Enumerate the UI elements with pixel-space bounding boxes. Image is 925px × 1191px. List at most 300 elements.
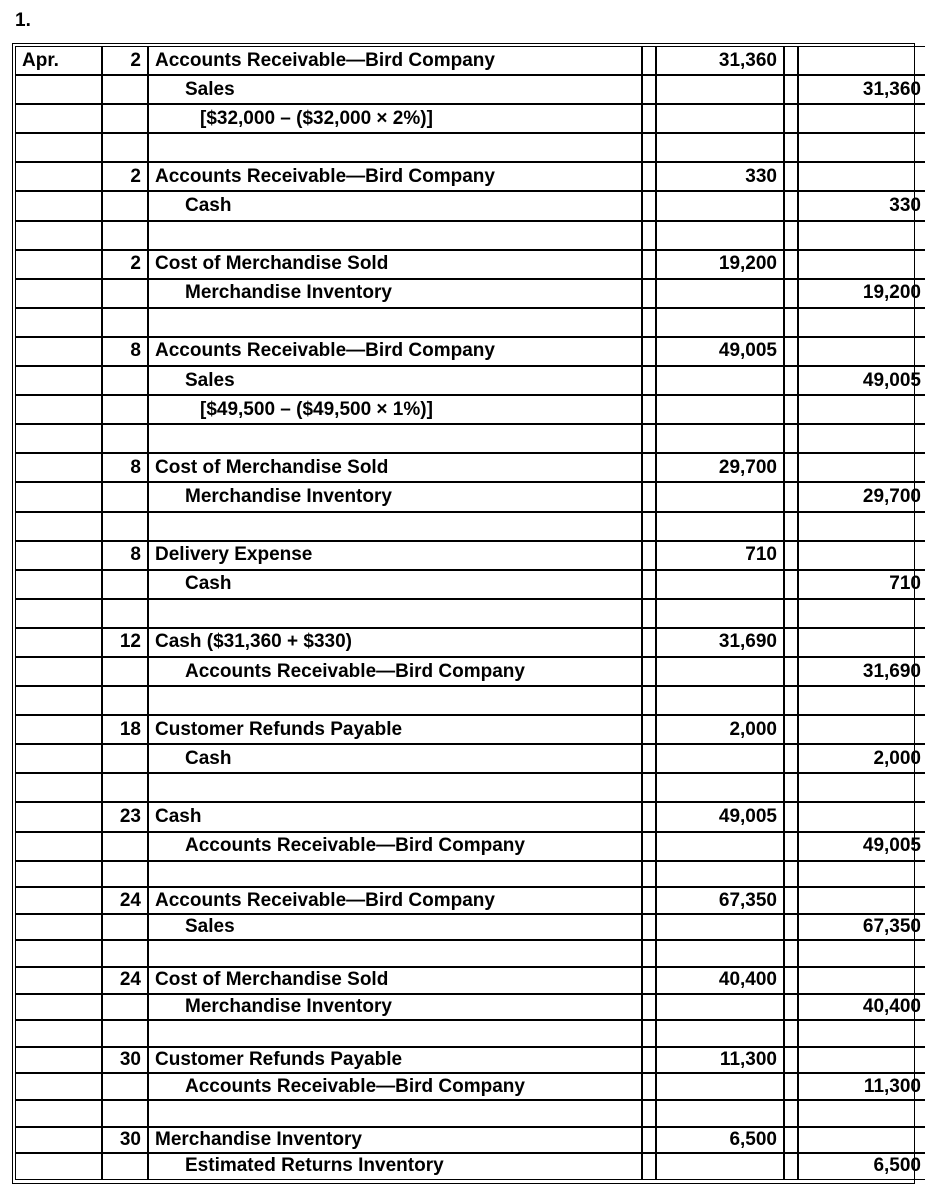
account-title: Accounts Receivable—Bird Company [155, 165, 495, 187]
month-cell [15, 657, 102, 686]
description-cell [148, 395, 642, 424]
day-cell [102, 1073, 148, 1100]
credit-cell [798, 1020, 925, 1047]
description-cell [148, 570, 642, 599]
description-cell [148, 104, 642, 133]
day-cell: 2 [102, 46, 148, 75]
journal-row [15, 541, 925, 570]
debit-cell [656, 221, 784, 250]
journal-row [15, 279, 925, 308]
credit-cell [798, 424, 925, 453]
day-cell [102, 570, 148, 599]
credit-cell: 330 [798, 191, 925, 220]
column-separator [784, 744, 798, 773]
description-cell [148, 482, 642, 511]
month-cell [15, 940, 102, 967]
debit-cell [656, 657, 784, 686]
day-cell [102, 599, 148, 628]
day-cell [102, 657, 148, 686]
credit-cell [798, 967, 925, 994]
column-separator [642, 1020, 656, 1047]
problem-number: 1. [15, 10, 31, 31]
debit-cell: 31,360 [656, 46, 784, 75]
column-separator [784, 914, 798, 941]
month-cell [15, 424, 102, 453]
column-separator [784, 832, 798, 861]
debit-cell: 6,500 [656, 1127, 784, 1154]
description-cell [148, 802, 642, 831]
column-separator [642, 162, 656, 191]
credit-cell [798, 1047, 925, 1074]
description-cell [148, 628, 642, 657]
credit-cell [798, 773, 925, 802]
debit-cell [656, 940, 784, 967]
credit-cell [798, 221, 925, 250]
column-separator [642, 940, 656, 967]
credit-cell: 29,700 [798, 482, 925, 511]
day-cell: 18 [102, 715, 148, 744]
day-cell [102, 308, 148, 337]
column-separator [784, 967, 798, 994]
column-separator [642, 250, 656, 279]
debit-cell: 49,005 [656, 802, 784, 831]
journal-row [15, 424, 925, 453]
credit-cell [798, 887, 925, 914]
column-separator [642, 802, 656, 831]
credit-cell: 710 [798, 570, 925, 599]
debit-cell [656, 773, 784, 802]
debit-cell [656, 308, 784, 337]
month-cell [15, 773, 102, 802]
column-separator [642, 512, 656, 541]
credit-cell [798, 861, 925, 888]
column-separator [784, 482, 798, 511]
account-title: Accounts Receivable—Bird Company [185, 660, 525, 682]
day-cell: 24 [102, 887, 148, 914]
column-separator [784, 1153, 798, 1180]
debit-cell [656, 1073, 784, 1100]
account-title: Cash ($31,360 + $330) [155, 631, 352, 653]
column-separator [784, 628, 798, 657]
journal-row [15, 104, 925, 133]
column-separator [642, 657, 656, 686]
month-cell [15, 570, 102, 599]
day-cell: 2 [102, 162, 148, 191]
credit-cell: 40,400 [798, 994, 925, 1021]
credit-cell [798, 686, 925, 715]
debit-cell [656, 1153, 784, 1180]
credit-cell: 67,350 [798, 914, 925, 941]
account-title: Cost of Merchandise Sold [155, 456, 389, 478]
column-separator [642, 1100, 656, 1127]
column-separator [642, 887, 656, 914]
description-cell [148, 308, 642, 337]
column-separator [784, 337, 798, 366]
credit-cell [798, 46, 925, 75]
credit-cell: 2,000 [798, 744, 925, 773]
month-cell [15, 541, 102, 570]
credit-cell [798, 715, 925, 744]
journal-row [15, 1153, 925, 1180]
description-cell [148, 1020, 642, 1047]
journal-row [15, 1020, 925, 1047]
description-cell [148, 133, 642, 162]
column-separator [784, 861, 798, 888]
journal-row [15, 1100, 925, 1127]
description-cell [148, 861, 642, 888]
column-separator [642, 628, 656, 657]
day-cell [102, 395, 148, 424]
column-separator [784, 541, 798, 570]
day-cell [102, 366, 148, 395]
description-cell [148, 1153, 642, 1180]
day-cell [102, 133, 148, 162]
column-separator [642, 482, 656, 511]
debit-cell: 31,690 [656, 628, 784, 657]
journal-row [15, 744, 925, 773]
account-title: Accounts Receivable—Bird Company [155, 49, 495, 71]
column-separator [642, 773, 656, 802]
debit-cell [656, 512, 784, 541]
column-separator [642, 191, 656, 220]
month-cell [15, 75, 102, 104]
day-cell: 8 [102, 541, 148, 570]
journal-row [15, 994, 925, 1021]
account-title: Merchandise Inventory [155, 1128, 362, 1150]
month-cell [15, 628, 102, 657]
column-separator [642, 1153, 656, 1180]
description-cell [148, 657, 642, 686]
column-separator [784, 686, 798, 715]
description-cell [148, 250, 642, 279]
credit-cell [798, 250, 925, 279]
description-cell [148, 279, 642, 308]
journal-row [15, 162, 925, 191]
column-separator [784, 104, 798, 133]
month-cell [15, 1073, 102, 1100]
journal-row [15, 832, 925, 861]
credit-cell: 19,200 [798, 279, 925, 308]
description-cell [148, 453, 642, 482]
journal-row [15, 599, 925, 628]
account-title: Customer Refunds Payable [155, 1049, 403, 1071]
column-separator [642, 715, 656, 744]
account-title: Delivery Expense [155, 544, 313, 566]
month-cell [15, 1127, 102, 1154]
month-cell [15, 482, 102, 511]
month-cell [15, 1100, 102, 1127]
column-separator [642, 686, 656, 715]
day-cell: 2 [102, 250, 148, 279]
credit-cell [798, 599, 925, 628]
day-cell: 30 [102, 1047, 148, 1074]
day-cell [102, 512, 148, 541]
description-cell [148, 366, 642, 395]
description-cell [148, 686, 642, 715]
journal-row [15, 802, 925, 831]
journal-row [15, 482, 925, 511]
day-cell: 23 [102, 802, 148, 831]
credit-cell [798, 512, 925, 541]
debit-cell: 19,200 [656, 250, 784, 279]
column-separator [784, 162, 798, 191]
day-cell [102, 832, 148, 861]
journal-row [15, 133, 925, 162]
day-cell [102, 482, 148, 511]
debit-cell [656, 599, 784, 628]
account-title: Sales [185, 369, 235, 391]
column-separator [642, 221, 656, 250]
column-separator [642, 541, 656, 570]
account-title: [$49,500 – ($49,500 × 1%)] [200, 398, 433, 420]
debit-cell: 40,400 [656, 967, 784, 994]
day-cell [102, 914, 148, 941]
description-cell [148, 424, 642, 453]
journal-row [15, 715, 925, 744]
column-separator [784, 570, 798, 599]
description-cell [148, 1073, 642, 1100]
debit-cell [656, 366, 784, 395]
description-cell [148, 162, 642, 191]
account-title: Sales [185, 78, 235, 100]
description-cell [148, 46, 642, 75]
credit-cell: 49,005 [798, 366, 925, 395]
day-cell [102, 75, 148, 104]
column-separator [642, 914, 656, 941]
column-separator [642, 1047, 656, 1074]
column-separator [784, 366, 798, 395]
day-cell [102, 191, 148, 220]
description-cell [148, 1127, 642, 1154]
credit-cell [798, 541, 925, 570]
column-separator [784, 657, 798, 686]
column-separator [784, 221, 798, 250]
column-separator [642, 453, 656, 482]
column-separator [784, 1127, 798, 1154]
description-cell [148, 744, 642, 773]
credit-cell [798, 308, 925, 337]
month-cell [15, 395, 102, 424]
month-cell [15, 250, 102, 279]
month-cell: Apr. [15, 46, 102, 75]
journal-row [15, 686, 925, 715]
column-separator [784, 599, 798, 628]
description-cell [148, 599, 642, 628]
column-separator [784, 940, 798, 967]
debit-cell: 11,300 [656, 1047, 784, 1074]
column-separator [784, 773, 798, 802]
month-cell [15, 221, 102, 250]
month-cell [15, 887, 102, 914]
description-cell [148, 1047, 642, 1074]
debit-cell [656, 744, 784, 773]
column-separator [784, 802, 798, 831]
account-title: Cash [185, 573, 232, 595]
debit-cell [656, 191, 784, 220]
journal-row [15, 940, 925, 967]
month-cell [15, 337, 102, 366]
debit-cell [656, 424, 784, 453]
month-cell [15, 1020, 102, 1047]
column-separator [642, 1073, 656, 1100]
journal-row [15, 191, 925, 220]
account-title: Cash [185, 195, 232, 217]
month-cell [15, 744, 102, 773]
day-cell: 8 [102, 453, 148, 482]
column-separator [784, 994, 798, 1021]
debit-cell [656, 832, 784, 861]
column-separator [784, 887, 798, 914]
column-separator [642, 967, 656, 994]
debit-cell: 67,350 [656, 887, 784, 914]
account-title: Estimated Returns Inventory [185, 1155, 444, 1177]
credit-cell: 31,360 [798, 75, 925, 104]
debit-cell: 49,005 [656, 337, 784, 366]
column-separator [642, 832, 656, 861]
day-cell [102, 1153, 148, 1180]
journal-row [15, 46, 925, 75]
credit-cell [798, 395, 925, 424]
debit-cell [656, 482, 784, 511]
column-separator [784, 424, 798, 453]
description-cell [148, 994, 642, 1021]
description-cell [148, 541, 642, 570]
month-cell [15, 686, 102, 715]
description-cell [148, 337, 642, 366]
journal-row [15, 1047, 925, 1074]
account-title: [$32,000 – ($32,000 × 2%)] [200, 107, 433, 129]
month-cell [15, 802, 102, 831]
account-title: Accounts Receivable—Bird Company [155, 889, 495, 911]
debit-cell [656, 1020, 784, 1047]
journal-row [15, 887, 925, 914]
day-cell [102, 221, 148, 250]
journal-body [15, 46, 925, 1180]
description-cell [148, 191, 642, 220]
account-title: Customer Refunds Payable [155, 718, 403, 740]
debit-cell: 330 [656, 162, 784, 191]
column-separator [642, 279, 656, 308]
month-cell [15, 104, 102, 133]
credit-cell [798, 1100, 925, 1127]
account-title: Sales [185, 916, 235, 938]
debit-cell [656, 1100, 784, 1127]
month-cell [15, 191, 102, 220]
column-separator [784, 75, 798, 104]
column-separator [784, 1100, 798, 1127]
description-cell [148, 832, 642, 861]
description-cell [148, 221, 642, 250]
debit-cell [656, 75, 784, 104]
day-cell [102, 686, 148, 715]
description-cell [148, 940, 642, 967]
debit-cell [656, 104, 784, 133]
debit-cell [656, 395, 784, 424]
journal-row [15, 453, 925, 482]
credit-cell [798, 940, 925, 967]
day-cell [102, 940, 148, 967]
journal-row [15, 1127, 925, 1154]
account-title: Merchandise Inventory [185, 485, 392, 507]
debit-cell: 2,000 [656, 715, 784, 744]
journal-row [15, 308, 925, 337]
description-cell [148, 512, 642, 541]
debit-cell [656, 861, 784, 888]
day-cell: 30 [102, 1127, 148, 1154]
column-separator [784, 191, 798, 220]
account-title: Merchandise Inventory [185, 282, 392, 304]
month-cell [15, 1047, 102, 1074]
month-cell [15, 967, 102, 994]
journal-row [15, 967, 925, 994]
day-cell [102, 773, 148, 802]
journal-row [15, 221, 925, 250]
description-cell [148, 967, 642, 994]
month-cell [15, 914, 102, 941]
column-separator [784, 250, 798, 279]
column-separator [642, 994, 656, 1021]
month-cell [15, 366, 102, 395]
column-separator [784, 46, 798, 75]
journal-row [15, 861, 925, 888]
column-separator [642, 1127, 656, 1154]
credit-cell: 6,500 [798, 1153, 925, 1180]
journal-row [15, 75, 925, 104]
month-cell [15, 715, 102, 744]
journal-row [15, 512, 925, 541]
journal-row [15, 570, 925, 599]
column-separator [784, 133, 798, 162]
month-cell [15, 308, 102, 337]
account-title: Accounts Receivable—Bird Company [185, 835, 525, 857]
month-cell [15, 512, 102, 541]
description-cell [148, 773, 642, 802]
account-title: Cash [155, 805, 202, 827]
column-separator [784, 1073, 798, 1100]
column-separator [642, 75, 656, 104]
description-cell [148, 887, 642, 914]
column-separator [784, 453, 798, 482]
account-title: Accounts Receivable—Bird Company [155, 340, 495, 362]
month-cell [15, 279, 102, 308]
column-separator [784, 1020, 798, 1047]
column-separator [642, 337, 656, 366]
credit-cell [798, 1127, 925, 1154]
journal-row [15, 1073, 925, 1100]
debit-cell: 29,700 [656, 453, 784, 482]
journal-row [15, 395, 925, 424]
month-cell [15, 832, 102, 861]
debit-cell [656, 686, 784, 715]
credit-cell: 31,690 [798, 657, 925, 686]
month-cell [15, 599, 102, 628]
credit-cell [798, 162, 925, 191]
debit-cell [656, 279, 784, 308]
column-separator [642, 570, 656, 599]
month-cell [15, 1153, 102, 1180]
day-cell [102, 861, 148, 888]
general-journal-table [15, 46, 925, 1180]
day-cell [102, 279, 148, 308]
credit-cell [798, 453, 925, 482]
month-cell [15, 162, 102, 191]
journal-row [15, 657, 925, 686]
column-separator [642, 861, 656, 888]
credit-cell: 49,005 [798, 832, 925, 861]
journal-row [15, 773, 925, 802]
day-cell: 24 [102, 967, 148, 994]
description-cell [148, 75, 642, 104]
